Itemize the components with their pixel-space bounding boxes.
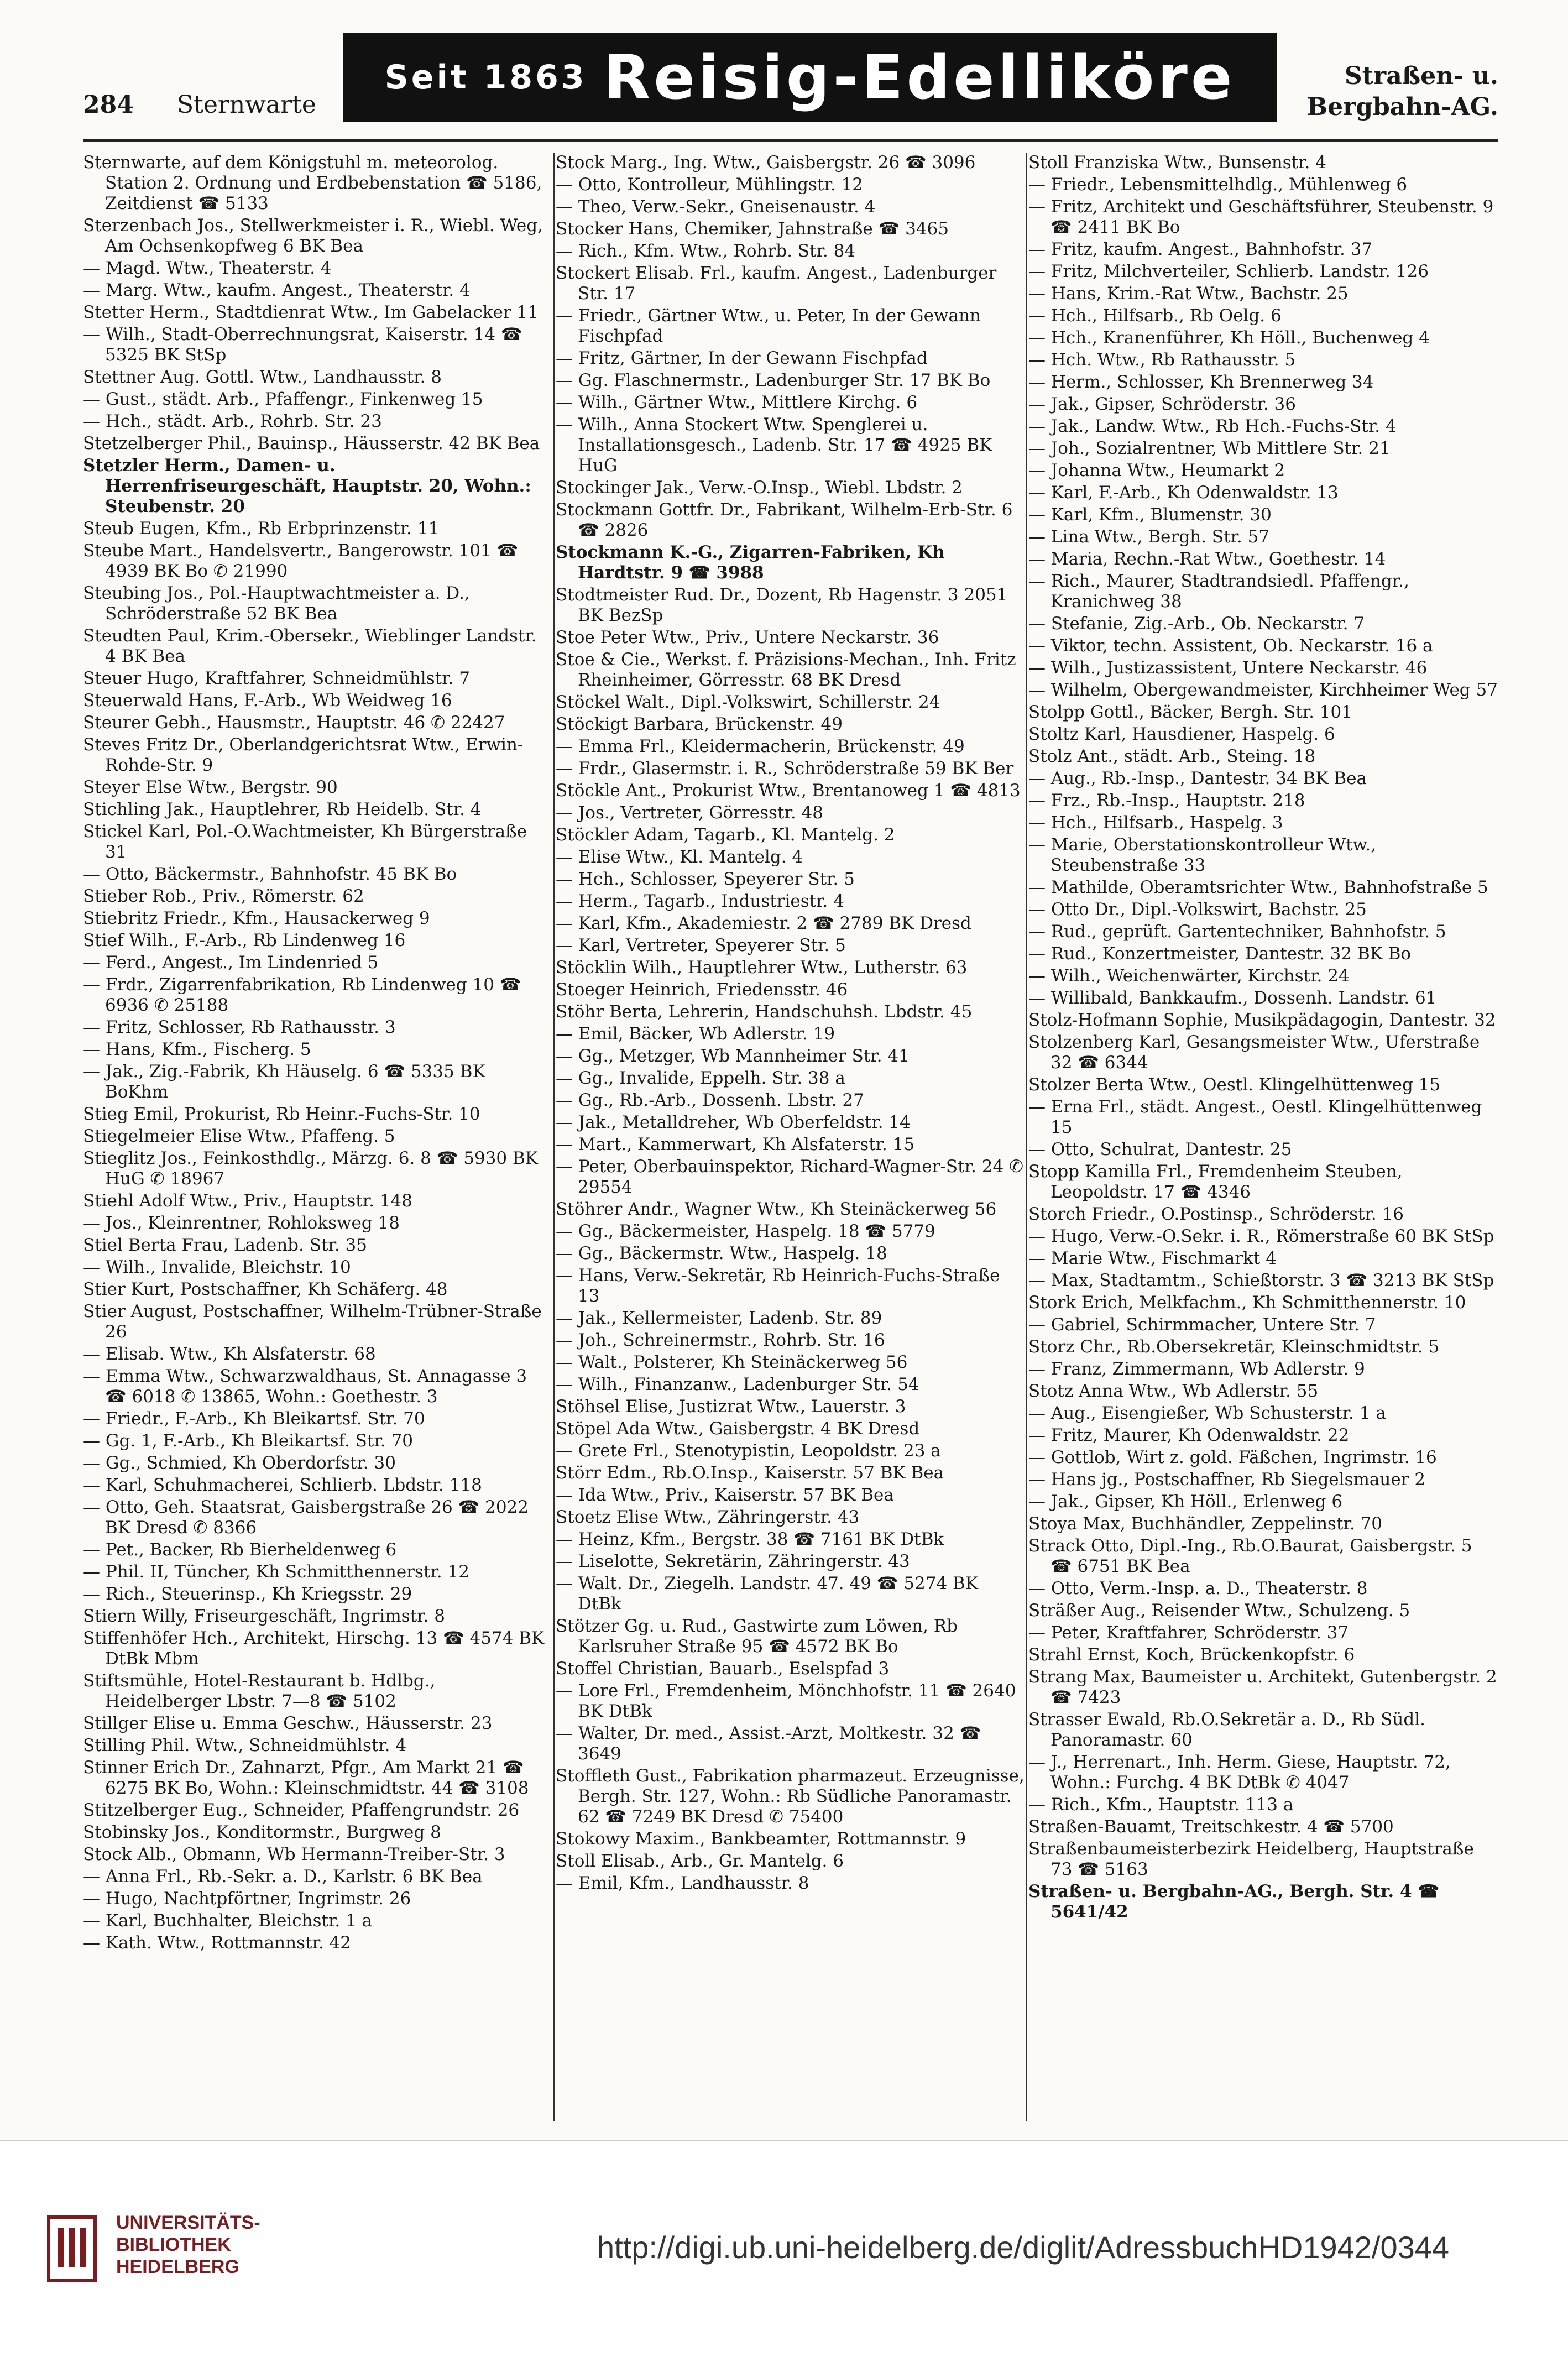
directory-entry: — Fritz, Architekt und Geschäftsführer, Steubenstr. 9 ☎ 2411 BK Bo [1028,197,1494,237]
directory-entry: — Hans, Krim.-Rat Wtw., Bachstr. 25 [1028,284,1349,304]
directory-entry: — Hans, Verw.-Sekretär, Rb Heinrich-Fuchs-Straße 13 [556,1266,1000,1306]
directory-entry: Stettner Aug. Gottl. Wtw., Landhausstr. 8 [83,367,442,387]
directory-entry: — Marie Wtw., Fischmarkt 4 [1028,1248,1277,1268]
directory-entry: — Gg., Rb.-Arb., Dossenh. Lbstr. 27 [556,1090,864,1110]
directory-entry: — Mathilde, Oberamtsrichter Wtw., Bahnhofstraße 5 [1028,877,1488,897]
directory-entry: — Wilh., Gärtner Wtw., Mittlere Kirchg. 6 [556,393,918,412]
directory-entry: — Phil. II, Tüncher, Kh Schmitthennerstr. 12 [83,1562,469,1582]
directory-entry: — Elise Wtw., Kl. Mantelg. 4 [556,847,803,867]
directory-entry: — Herm., Tagarb., Industriestr. 4 [556,891,844,911]
directory-entry: — Wilh., Finanzanw., Ladenburger Str. 54 [556,1375,919,1394]
directory-entry: Stokowy Maxim., Bankbeamter, Rottmannstr. 9 [556,1829,966,1849]
directory-entry: Steurer Gebh., Hausmstr., Hauptstr. 46 ✆ 22427 [83,713,505,733]
directory-entry: Steubing Jos., Pol.-Hauptwachtmeister a. D., Schröderstraße 52 BK Bea [83,583,470,624]
directory-entry: Stilling Phil. Wtw., Schneidmühlstr. 4 [83,1736,407,1755]
directory-entry: Stetzler Herm., Damen- u. Herrenfriseurgeschäft, Hauptstr. 20, Wohn.: Steubenstr. 20 [83,456,531,516]
directory-entry: Strasser Ewald, Rb.O.Sekretär a. D., Rb Südl. Panoramastr. 60 [1028,1710,1425,1750]
directory-entry: — Ida Wtw., Priv., Kaiserstr. 57 BK Bea [556,1485,894,1505]
directory-entry: Strang Max, Baumeister u. Architekt, Gutenbergstr. 2 ☎ 7423 [1028,1667,1497,1707]
directory-entry: — Aug., Rb.-Insp., Dantestr. 34 BK Bea [1028,769,1367,788]
directory-entry: — Otto, Geh. Staatsrat, Gaisbergstraße 26 ☎ 2022 BK Dresd ✆ 8366 [83,1497,529,1538]
directory-entry: — Joh., Sozialrentner, Wb Mittlere Str. 21 [1028,438,1391,458]
directory-entry: — Rich., Steuerinsp., Kh Kriegsstr. 29 [83,1584,412,1604]
directory-entry: Steves Fritz Dr., Oberlandgerichtsrat Wtw., Erwin-Rohde-Str. 9 [83,735,524,775]
directory-entry: — Fritz, Milchverteiler, Schlierb. Landstr. 126 [1028,262,1429,281]
directory-entry: Stillger Elise u. Emma Geschw., Häusserstr. 23 [83,1713,493,1733]
directory-entry: Stoe Peter Wtw., Priv., Untere Neckarstr. 36 [556,628,939,647]
directory-entry: Stoll Franziska Wtw., Bunsenstr. 4 [1028,153,1326,173]
directory-entry: — Fritz, Maurer, Kh Odenwaldstr. 22 [1028,1425,1350,1445]
directory-entry: — Otto Dr., Dipl.-Volkswirt, Bachstr. 25 [1028,900,1367,919]
header-right-line1: Straßen- u. [1344,62,1498,90]
library-name [116,2212,260,2278]
directory-entry: Stolz Ant., städt. Arb., Steing. 18 [1028,746,1316,766]
directory-entry: Stopp Kamilla Frl., Fremdenheim Steuben, Leopoldstr. 17 ☎ 4346 [1028,1162,1403,1202]
directory-entry: Sterzenbach Jos., Stellwerkmeister i. R., Wiebl. Weg, Am Ochsenkopfweg 6 BK Bea [83,216,543,256]
directory-entry: — Emma Wtw., Schwarzwaldhaus, St. Annagasse 3 ☎ 6018 ✆ 13865, Wohn.: Goethestr. 3 [83,1366,527,1407]
directory-entry: — Pet., Backer, Rb Bierheldenweg 6 [83,1540,397,1560]
directory-entry: — Hch., Kranenführer, Kh Höll., Buchenweg 4 [1028,328,1430,348]
directory-entry: Storch Friedr., O.Postinsp., Schröderstr. 16 [1028,1204,1404,1224]
banner-since: Seit 1863 [384,58,587,97]
directory-entry: — Grete Frl., Stenotypistin, Leopoldstr. 23 a [556,1441,941,1461]
directory-entry: Straßen-Bauamt, Treitschkestr. 4 ☎ 5700 [1028,1817,1394,1837]
directory-entry: Stolzer Berta Wtw., Oestl. Klingelhüttenweg 15 [1028,1075,1441,1095]
directory-entry: — Frdr., Glasermstr. i. R., Schröderstraße 59 BK Ber [556,759,1014,778]
directory-entry: Stiftsmühle, Hotel-Restaurant b. Hdlbg., Heidelberger Lbstr. 7—8 ☎ 5102 [83,1671,436,1711]
column-divider [1026,153,1027,2121]
directory-entry: — Walt., Polsterer, Kh Steinäckerweg 56 [556,1352,908,1372]
directory-entry: Stötzer Gg. u. Rud., Gastwirte zum Löwen, Rb Karlsruher Straße 95 ☎ 4572 BK Bo [556,1616,958,1656]
directory-entry: — Walt. Dr., Ziegelh. Landstr. 47. 49 ☎ 5274 BK DtBk [556,1574,978,1614]
directory-entry: Steub Eugen, Kfm., Rb Erbprinzenstr. 11 [83,519,440,539]
directory-entry: Stickel Karl, Pol.-O.Wachtmeister, Kh Bürgerstraße 31 [83,822,527,862]
directory-entry: Stolzenberg Karl, Gesangsmeister Wtw., Uferstraße 32 ☎ 6344 [1028,1032,1480,1073]
directory-entry: Stoffleth Gust., Fabrikation pharmazeut. Erzeugnisse, Bergh. Str. 127, Wohn.: Rb Südliche Panoramastr. 62 ☎ 7249 BK Dresd ✆ 75400 [556,1766,1025,1827]
directory-entry: — Johanna Wtw., Heumarkt 2 [1028,461,1285,480]
directory-entry: — Karl, Kfm., Blumenstr. 30 [1028,505,1272,525]
directory-entry: Stieglitz Jos., Feinkosthdlg., Märzg. 6. 8 ☎ 5930 BK HuG ✆ 18967 [83,1148,538,1189]
directory-entry: Stöhr Berta, Lehrerin, Handschuhsh. Lbdstr. 45 [556,1002,973,1022]
directory-entry: Steyer Else Wtw., Bergstr. 90 [83,777,338,797]
header-right [1307,61,1498,123]
directory-entry: Stoya Max, Buchhändler, Zeppelinstr. 70 [1028,1514,1382,1534]
directory-entry: Stitzelberger Eug., Schneider, Pfaffengrundstr. 26 [83,1800,520,1820]
header-right-line2: Bergbahn-AG. [1306,93,1498,121]
directory-entry: Stock Marg., Ing. Wtw., Gaisbergstr. 26 ☎ 3096 [556,153,976,173]
directory-entry: — Karl, Schuhmacherei, Schlierb. Lbdstr. 118 [83,1475,482,1495]
directory-entry: Stockmann K.-G., Zigarren-Fabriken, Kh Hardtstr. 9 ☎ 3988 [556,542,945,583]
directory-entry: Steuerwald Hans, F.-Arb., Wb Weidweg 16 [83,691,452,710]
directory-entry: — Friedr., F.-Arb., Kh Bleikartsf. Str. 70 [83,1409,425,1429]
directory-entry: — Karl, F.-Arb., Kh Odenwaldstr. 13 [1028,483,1339,503]
directory-entry: Stocker Hans, Chemiker, Jahnstraße ☎ 3465 [556,219,949,239]
directory-entry: Strahl Ernst, Koch, Brückenkopfstr. 6 [1028,1645,1355,1665]
directory-entry: Steudten Paul, Krim.-Obersekr., Wieblinger Landstr. 4 BK Bea [83,626,537,666]
directory-entry: — Anna Frl., Rb.-Sekr. a. D., Karlstr. 6 BK Bea [83,1867,483,1887]
library-logo-icon [44,2213,100,2285]
directory-entry: — Wilh., Stadt-Oberrechnungsrat, Kaiserstr. 14 ☎ 5325 BK StSp [83,325,522,365]
directory-entry: Stolz-Hofmann Sophie, Musikpädagogin, Dantestr. 32 [1028,1010,1496,1030]
directory-entry: Stetter Herm., Stadtdienrat Wtw., Im Gabelacker 11 [83,302,539,322]
viewer-footer [0,2140,1568,2362]
directory-entry: — Fritz, Schlosser, Rb Rathausstr. 3 [83,1017,396,1037]
directory-entry: — Rud., Konzertmeister, Dantestr. 32 BK Bo [1028,944,1412,964]
directory-entry: — Rich., Kfm. Wtw., Rohrb. Str. 84 [556,241,856,261]
directory-entry: Stoll Elisab., Arb., Gr. Mantelg. 6 [556,1851,844,1871]
directory-entry: — Jak., Metalldreher, Wb Oberfeldstr. 14 [556,1112,911,1132]
directory-entry: — Hugo, Verw.-O.Sekr. i. R., Römerstraße 60 BK StSp [1028,1226,1494,1246]
directory-entry: Storz Chr., Rb.Obersekretär, Kleinschmidtstr. 5 [1028,1337,1440,1357]
directory-entry: — Jak., Landw. Wtw., Rb Hch.-Fuchs-Str. 4 [1028,416,1397,436]
column-3 [1028,153,1498,2121]
directory-entry: Stoe & Cie., Werkst. f. Präzisions-Mechan., Inh. Fritz Rheinheimer, Görresstr. 68 BK Dresd [556,650,1016,690]
directory-entry: Stöpel Ada Wtw., Gaisbergstr. 4 BK Dresd [556,1419,920,1439]
directory-entry: — Ferd., Angest., Im Lindenried 5 [83,953,379,973]
directory-entry: Stieber Rob., Priv., Römerstr. 62 [83,886,364,906]
directory-entry: — Magd. Wtw., Theaterstr. 4 [83,258,332,278]
directory-entry: Stolpp Gottl., Bäcker, Bergh. Str. 101 [1028,702,1352,722]
directory-entry: — Emil, Bäcker, Wb Adlerstr. 19 [556,1024,835,1044]
directory-entry: Stier August, Postschaffner, Wilhelm-Trübner-Straße 26 [83,1302,542,1342]
directory-entry: — Peter, Oberbauinspektor, Richard-Wagner-Str. 24 ✆ 29554 [556,1157,1024,1197]
directory-entry: — Herm., Schlosser, Kh Brennerweg 34 [1028,372,1374,392]
directory-entry: Stiehl Adolf Wtw., Priv., Hauptstr. 148 [83,1191,412,1211]
directory-entry: Strack Otto, Dipl.-Ing., Rb.O.Baurat, Gaisbergstr. 5 ☎ 6751 BK Bea [1028,1536,1472,1576]
directory-entry: — Wilh., Weichenwärter, Kirchstr. 24 [1028,966,1350,986]
directory-entry: — Heinz, Kfm., Bergstr. 38 ☎ 7161 BK DtBk [556,1529,944,1549]
directory-entry: — Joh., Schreinermstr., Rohrb. Str. 16 [556,1330,885,1350]
directory-entry: Stodtmeister Rud. Dr., Dozent, Rb Hagenstr. 3 2051 BK BezSp [556,585,1008,625]
directory-entry: Stoltz Karl, Hausdiener, Haspelg. 6 [1028,724,1335,744]
directory-entry: — Gg., Invalide, Eppelh. Str. 38 a [556,1068,845,1088]
directory-entry: — Gg., Metzger, Wb Mannheimer Str. 41 [556,1046,910,1066]
directory-entry: Stöcklin Wilh., Hauptlehrer Wtw., Lutherstr. 63 [556,958,968,978]
directory-entry: — Gust., städt. Arb., Pfaffengr., Finkenweg 15 [83,389,483,409]
directory-entry: Stiebritz Friedr., Kfm., Hausackerweg 9 [83,908,430,928]
directory-entry: — Elisab. Wtw., Kh Alsfaterstr. 68 [83,1344,376,1364]
directory-entry: Stöckle Ant., Prokurist Wtw., Brentanoweg 1 ☎ 4813 [556,781,1021,801]
directory-entry: — Karl, Vertreter, Speyerer Str. 5 [556,936,846,955]
directory-entry: Stöckler Adam, Tagarb., Kl. Mantelg. 2 [556,825,895,845]
directory-entry: — J., Herrenart., Inh. Herm. Giese, Hauptstr. 72, Wohn.: Furchg. 4 BK DtBk ✆ 4047 [1028,1752,1451,1793]
directory-entry: — Gabriel, Schirmmacher, Untere Str. 7 [1028,1315,1376,1335]
directory-entry: Stichling Jak., Hauptlehrer, Rb Heidelb. Str. 4 [83,799,482,819]
directory-entry: — Aug., Eisengießer, Wb Schusterstr. 1 a [1028,1403,1386,1423]
directory-entry: Stotz Anna Wtw., Wb Adlerstr. 55 [1028,1381,1319,1401]
directory-entry: Steuer Hugo, Kraftfahrer, Schneidmühlstr. 7 [83,668,470,688]
directory-entry: Stoffel Christian, Bauarb., Eselspfad 3 [556,1659,890,1679]
directory-entry: Sternwarte, auf dem Königstuhl m. meteorolog. Station 2. Ordnung und Erdbebenstation ☎ 5186, Zeitdienst ☎ 5133 [83,153,542,213]
directory-entry: — Hugo, Nachtpförtner, Ingrimstr. 26 [83,1889,411,1909]
directory-entry: — Rud., geprüft. Gartentechniker, Bahnhofstr. 5 [1028,922,1446,942]
directory-entry: — Hch., Schlosser, Speyerer Str. 5 [556,869,855,889]
page-header [83,33,1498,127]
directory-entry: Stetzelberger Phil., Bauinsp., Häusserstr. 42 BK Bea [83,433,540,453]
directory-entry: — Jos., Kleinrentner, Rohloksweg 18 [83,1213,400,1233]
directory-entry: — Gg. Flaschnermstr., Ladenburger Str. 17 BK Bo [556,370,991,390]
directory-entry: — Mart., Kammerwart, Kh Alsfaterstr. 15 [556,1135,915,1154]
directory-entry: — Maria, Rechn.-Rat Wtw., Goethestr. 14 [1028,549,1386,569]
directory-entry: — Otto, Verm.-Insp. a. D., Theaterstr. 8 [1028,1579,1368,1598]
library-name-line1: UNIVERSITÄTS- [116,2212,260,2233]
directory-entry: Stöhrer Andr., Wagner Wtw., Kh Steinäckerweg 56 [556,1199,997,1219]
directory-entry: — Gottlob, Wirt z. gold. Fäßchen, Ingrimstr. 16 [1028,1447,1437,1467]
directory-entry: Stieg Emil, Prokurist, Rb Heinr.-Fuchs-Str. 10 [83,1104,480,1124]
directory-entry: Stiffenhöfer Hch., Architekt, Hirschg. 13 ☎ 4574 BK DtBk Mbm [83,1628,545,1669]
directory-entry: Störr Edm., Rb.O.Insp., Kaiserstr. 57 BK Bea [556,1463,944,1483]
directory-entry: Stinner Erich Dr., Zahnarzt, Pfgr., Am Markt 21 ☎ 6275 BK Bo, Wohn.: Kleinschmidtstr. 44 ☎ 3108 [83,1758,529,1798]
directory-entry: — Otto, Kontrolleur, Mühlingstr. 12 [556,175,863,195]
directory-entry: Stockinger Jak., Verw.-O.Insp., Wiebl. Lbdstr. 2 [556,478,963,498]
header-rule [83,139,1498,142]
directory-entry: — Jak., Gipser, Kh Höll., Erlenweg 6 [1028,1492,1343,1512]
directory-entry: — Lina Wtw., Bergh. Str. 57 [1028,527,1270,547]
directory-entry: — Theo, Verw.-Sekr., Gneisenaustr. 4 [556,197,876,217]
directory-entry: — Otto, Schulrat, Dantestr. 25 [1028,1140,1292,1159]
directory-entry: Stiel Berta Frau, Ladenb. Str. 35 [83,1235,367,1255]
directory-entry: — Emma Frl., Kleidermacherin, Brückenstr. 49 [556,736,965,756]
directory-entry: — Friedr., Lebensmittelhdlg., Mühlenweg 6 [1028,175,1408,195]
source-url[interactable]: http://digi.ub.uni-heidelberg.de/diglit/AdressbuchHD1942/0344 [597,2230,1450,2265]
directory-entry: — Gg., Bäckermstr. Wtw., Haspelg. 18 [556,1243,887,1263]
header-left-word: Sternwarte [177,91,316,119]
advertisement-banner [343,33,1277,122]
directory-entry: — Hch., städt. Arb., Rohrb. Str. 23 [83,411,382,431]
directory-entry: — Karl, Buchhalter, Bleichstr. 1 a [83,1911,373,1931]
directory-entry: — Liselotte, Sekretärin, Zähringerstr. 43 [556,1551,910,1571]
directory-entry: — Hans, Kfm., Fischerg. 5 [83,1039,311,1059]
directory-entry: Straßen- u. Bergbahn-AG., Bergh. Str. 4 ☎ 5641/42 [1028,1882,1439,1922]
directory-entry: — Max, Stadtamtm., Schießtorstr. 3 ☎ 3213 BK StSp [1028,1271,1494,1290]
directory-entry: — Hch., Hilfsarb., Haspelg. 3 [1028,813,1283,833]
directory-entry: — Hch. Wtw., Rb Rathausstr. 5 [1028,350,1296,370]
directory-entry: — Marie, Oberstationskontrolleur Wtw., Steubenstraße 33 [1028,835,1377,875]
directory-entry: — Jak., Gipser, Schröderstr. 36 [1028,394,1296,414]
directory-entry: — Karl, Kfm., Akademiestr. 2 ☎ 2789 BK Dresd [556,913,971,933]
library-name-line2: BIBLIOTHEK [116,2234,231,2255]
directory-entry: Sträßer Aug., Reisender Wtw., Schulzeng. 5 [1028,1601,1410,1621]
directory-entry: Stöckel Walt., Dipl.-Volkswirt, Schillerstr. 24 [556,692,940,712]
directory-entry: Stork Erich, Melkfachm., Kh Schmitthennerstr. 10 [1028,1293,1466,1313]
directory-entry: Stock Alb., Obmann, Wb Hermann-Treiber-Str. 3 [83,1844,505,1864]
directory-entry: Stockert Elisab. Frl., kaufm. Angest., Ladenburger Str. 17 [556,263,997,304]
directory-entry: — Rich., Maurer, Stadtrandsiedl. Pfaffengr., Kranichweg 38 [1028,571,1409,612]
directory-entry: Stier Kurt, Postschaffner, Kh Schäferg. 48 [83,1279,448,1299]
directory-entry: — Marg. Wtw., kaufm. Angest., Theaterstr. 4 [83,280,471,300]
directory-entry: Stobinsky Jos., Konditormstr., Burgweg 8 [83,1822,441,1842]
directory-entry: — Kath. Wtw., Rottmannstr. 42 [83,1933,352,1953]
directory-entry: Stoeger Heinrich, Friedensstr. 46 [556,980,848,1000]
directory-entry: — Gg., Schmied, Kh Oberdorfstr. 30 [83,1453,396,1473]
directory-entry: — Friedr., Gärtner Wtw., u. Peter, In der Gewann Fischpfad [556,306,981,346]
directory-entry: — Franz, Zimmermann, Wb Adlerstr. 9 [1028,1359,1365,1379]
directory-entry: Straßenbaumeisterbezirk Heidelberg, Hauptstraße 73 ☎ 5163 [1028,1839,1474,1879]
directory-entry: Stiern Willy, Friseurgeschäft, Ingrimstr. 8 [83,1606,445,1626]
directory-entry: — Jak., Kellermeister, Ladenb. Str. 89 [556,1308,882,1328]
directory-entry: — Otto, Bäckermstr., Bahnhofstr. 45 BK Bo [83,864,457,884]
directory-entry: Stöckigt Barbara, Brückenstr. 49 [556,714,843,734]
directory-entry: — Willibald, Bankkaufm., Dossenh. Landstr. 61 [1028,988,1437,1008]
directory-entry: — Walter, Dr. med., Assist.-Arzt, Moltkestr. 32 ☎ 3649 [556,1723,981,1764]
directory-entry: — Peter, Kraftfahrer, Schröderstr. 37 [1028,1623,1349,1643]
banner-brand: Reisig-Edelliköre [603,42,1236,113]
directory-entry: Stief Wilh., F.-Arb., Rb Lindenweg 16 [83,931,406,950]
directory-entry: — Fritz, Gärtner, In der Gewann Fischpfad [556,348,928,368]
directory-entry: Stöhsel Elise, Justizrat Wtw., Lauerstr. 3 [556,1397,906,1417]
directory-entry: — Gg. 1, F.-Arb., Kh Bleikartsf. Str. 70 [83,1431,413,1451]
directory-entry: — Emil, Kfm., Landhausstr. 8 [556,1873,809,1893]
directory-entry: — Gg., Bäckermeister, Haspelg. 18 ☎ 5779 [556,1221,935,1241]
column-1 [83,153,553,2121]
directory-entry: — Lore Frl., Fremdenheim, Mönchhofstr. 11 ☎ 2640 BK DtBk [556,1681,1016,1721]
directory-entry: — Hch., Hilfsarb., Rb Oelg. 6 [1028,306,1282,326]
library-name-line3: HEIDELBERG [116,2256,239,2277]
directory-entry: — Frdr., Zigarrenfabrikation, Rb Lindenweg 10 ☎ 6936 ✆ 25188 [83,975,521,1015]
directory-entry: — Wilhelm, Obergewandmeister, Kirchheimer Weg 57 [1028,680,1498,700]
directory-entry: — Rich., Kfm., Hauptstr. 113 a [1028,1795,1294,1815]
page-number: 284 [83,91,134,119]
directory-entry: Steube Mart., Handelsvertr., Bangerowstr. 101 ☎ 4939 BK Bo ✆ 21990 [83,541,519,581]
directory-entry: Stiegelmeier Elise Wtw., Pfaffeng. 5 [83,1126,395,1146]
directory-entry: Stockmann Gottfr. Dr., Fabrikant, Wilhelm-Erb-Str. 6 ☎ 2826 [556,500,1013,540]
directory-entry: — Fritz, kaufm. Angest., Bahnhofstr. 37 [1028,239,1373,259]
column-2 [556,153,1026,2121]
directory-entry: — Wilh., Justizassistent, Untere Neckarstr. 46 [1028,658,1428,678]
directory-entry: — Erna Frl., städt. Angest., Oestl. Klingelhüttenweg 15 [1028,1097,1482,1137]
directory-entry: — Wilh., Invalide, Bleichstr. 10 [83,1257,351,1277]
directory-entry: — Frz., Rb.-Insp., Hauptstr. 218 [1028,791,1305,811]
directory-entry: — Stefanie, Zig.-Arb., Ob. Neckarstr. 7 [1028,614,1365,634]
directory-entry: — Wilh., Anna Stockert Wtw. Spenglerei u. Installationsgesch., Ladenb. Str. 17 ☎ 4925 BK HuG [556,415,992,475]
directory-entry: — Jak., Zig.-Fabrik, Kh Häuselg. 6 ☎ 5335 BK BoKhm [83,1062,485,1102]
directory-entry: — Viktor, techn. Assistent, Ob. Neckarstr. 16 a [1028,636,1433,656]
directory-entry: — Hans jg., Postschaffner, Rb Siegelsmauer 2 [1028,1470,1426,1490]
column-divider [553,153,555,2121]
directory-entry: Stoetz Elise Wtw., Zähringerstr. 43 [556,1507,860,1527]
directory-entry: — Jos., Vertreter, Görresstr. 48 [556,803,823,823]
